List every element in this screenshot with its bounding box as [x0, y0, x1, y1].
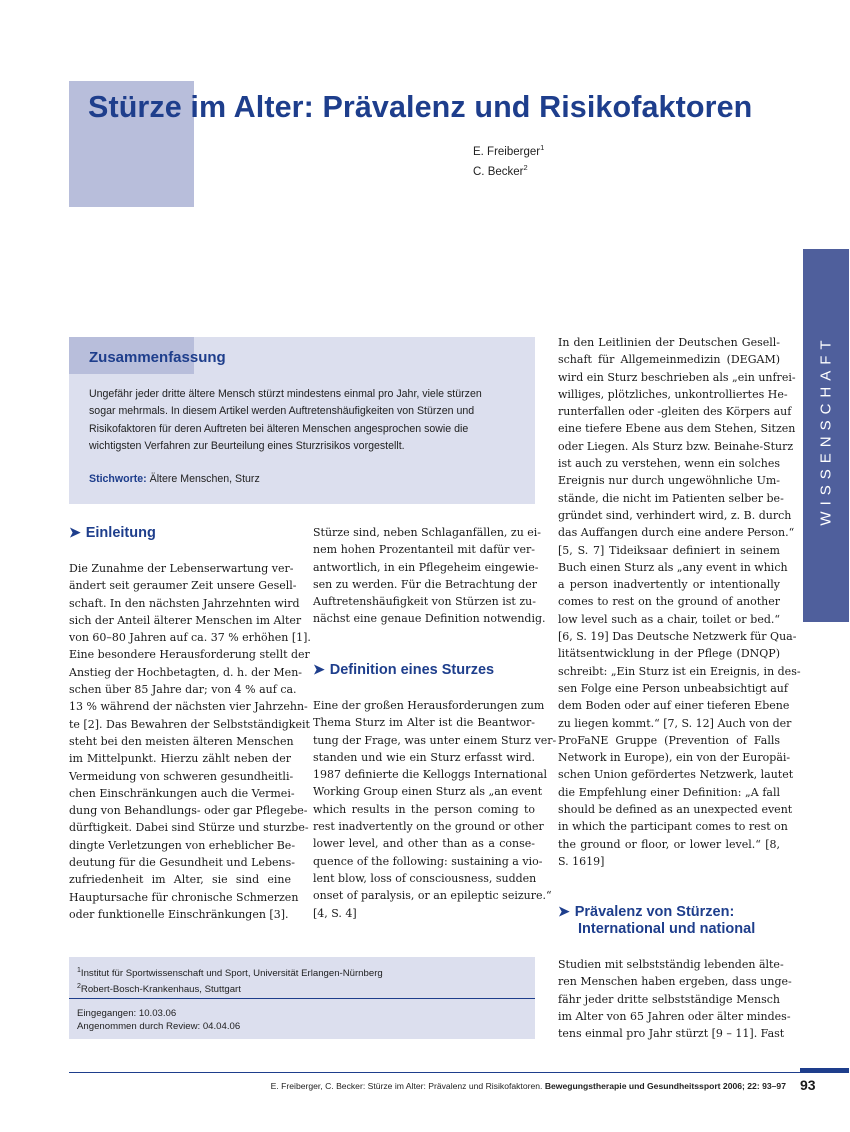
affiliations [77, 964, 383, 996]
keywords-label: Stichworte: [89, 473, 147, 485]
text-line: Network in Europe), ein von der Europäi- [558, 751, 791, 765]
text-line: deutung für die Gesundheit und Lebens- [69, 856, 295, 870]
text-line: dung von Behandlungs- oder gar Pflegebe- [69, 804, 308, 818]
text-line: tung der Frage, was unter einem Sturz ver- [313, 733, 557, 747]
text-line: S. 1619] [558, 854, 605, 868]
text-line: schaft für Allgemeinmedizin (DEGAM) [558, 353, 780, 367]
column-3-text [558, 334, 801, 870]
text-line: Hauptursache für chronische Schmerzen [69, 890, 299, 904]
text-line: tens einmal pro Jahr stürzt [9 – 11]. Fast [558, 1027, 785, 1041]
text-line: 1987 definierte die Kelloggs International [313, 768, 548, 782]
text-line: low level such as a chair, toilet or bed.“ [558, 612, 780, 626]
affiliation-1: $^1$Institut für Sportwissenschaft und Sport, Universität Erlangen-Nürnberg [77, 967, 383, 980]
text-line: williges, plötzliches, unkontrolliertes He- [558, 387, 788, 401]
text-line: fähr jeder dritte selbstständige Mensch [558, 992, 780, 1006]
text-line: wird ein Sturz beschrieben als „ein unfrei- [558, 370, 796, 384]
text-line: gründet sind, verhindert wird, z. B. durch [558, 508, 792, 522]
abstract-line: sogar mehrmals. In diesem Artikel werden Auftretenshäufigkeiten von Stürzen und [89, 405, 475, 418]
keywords-value: Ältere Menschen, Sturz [149, 473, 260, 485]
text-line: runterfallen oder -gleiten des Körpers auf [558, 405, 792, 419]
section-side-tab-label: WISSENSCHAFT [817, 334, 835, 526]
text-line: the ground or floor, or lower level.“ [8, [558, 837, 780, 851]
text-line: Vermeidung von schweren gesundheitli- [69, 769, 294, 783]
footer-rule [69, 1072, 849, 1073]
column-2-definition-text [313, 697, 557, 922]
text-line: ist auch zu verstehen, wenn ein solches [558, 457, 780, 471]
text-line: onset of paralysis, or an epileptic seizure.“ [313, 889, 552, 903]
column-1-text [69, 560, 311, 923]
text-line: ändert seit geraumer Zeit unsere Gesell- [69, 579, 297, 593]
text-line: a person inadvertently or intentionally [558, 578, 780, 592]
abstract-line: Risikofaktoren für deren Auftreten bei älteren Menschen angesprochen sowie die [89, 422, 469, 435]
text-line: schen Union gefördertes Netzwerk, lautet [558, 768, 794, 782]
text-line: which results in the person coming to [313, 802, 535, 816]
submission-dates [77, 1007, 240, 1033]
text-line: Thema Sturz im Alter ist die Beantwor- [313, 716, 535, 730]
section-heading-praevalenz: ➤ Prävalenz von Stürzen: International und national [558, 903, 756, 937]
text-line: quence of the following: sustaining a vio- [313, 854, 543, 868]
section-heading-definition: ➤ Definition eines Sturzes [313, 661, 495, 678]
column-2-intro-text [313, 524, 546, 628]
text-line: schen über 85 Jahre dar; von 4 % auf ca. [69, 683, 297, 697]
text-line: eine tiefere Ebene aus dem Stehen, Sitzen [558, 422, 796, 436]
text-line: should be defined as an unexpected event [558, 803, 793, 817]
text-line: sen zu werden. Für die Betrachtung der [313, 577, 537, 591]
text-line: schreibt: „Ein Sturz ist ein Ereignis, in des- [558, 664, 801, 678]
text-line: Stürze sind, neben Schlaganfällen, zu ei- [313, 526, 542, 539]
arrow-icon: ➤ [558, 903, 570, 919]
arrow-icon: ➤ [69, 524, 81, 540]
text-line: Die Zunahme der Lebenserwartung ver- [69, 562, 294, 575]
text-line: sen Folge eine Person unbeabsichtigt auf [558, 681, 788, 695]
text-line: steht bei den meisten älteren Menschen [69, 734, 294, 748]
text-line: litätsentwicklung in der Pflege (DNQP) [558, 647, 780, 661]
text-line: das Auffangen durch eine andere Person.“ [558, 526, 795, 540]
author-1: E. Freiberger$^1$ [473, 143, 545, 158]
text-line: oder funktionelle Einschränkungen [3]. [69, 907, 289, 921]
abstract-text [89, 386, 519, 455]
page-number-tab [800, 1068, 849, 1073]
text-line: die Empfehlung einer Definition: „A fall [558, 785, 780, 799]
arrow-icon: ➤ [313, 661, 325, 677]
text-line: Eine der großen Herausforderungen zum [313, 699, 545, 712]
text-line: lower level, and other than as a conse- [313, 837, 535, 851]
accepted-date: Angenommen durch Review: 04.04.06 [77, 1021, 241, 1032]
text-line: Working Group einen Sturz als „an event [313, 785, 543, 799]
text-line: schaft. In den nächsten Jahrzehnten wird [69, 596, 300, 610]
text-line: im Alter von 65 Jahren oder älter mindes- [558, 1009, 791, 1023]
text-line: ProFaNE Gruppe (Prevention of Falls [558, 733, 780, 747]
text-line: chen Einschränkungen auch die Vermei- [69, 786, 295, 800]
text-line: [6, S. 19] Das Deutsche Netzwerk für Qua- [558, 630, 797, 644]
text-line: nem hohen Prozentanteil mit dafür ver- [313, 543, 535, 557]
text-line: von 60–80 Jahren auf ca. 37 % erhöhen [1]. [69, 631, 311, 645]
section-heading-einleitung: ➤ Einleitung [69, 524, 156, 541]
author-list [473, 140, 544, 180]
text-line: zu liegen kommt.“ [7, S. 12] Auch von der [558, 716, 792, 730]
text-line: Auftretenshäufigkeit von Stürzen ist zu- [313, 595, 536, 609]
footnote-divider [69, 998, 535, 999]
text-line: Anstieg der Hochbetagten, d. h. der Men- [69, 665, 302, 679]
article-title: Stürze im Alter: Prävalenz und Risikofaktoren [88, 90, 753, 124]
text-line: dürftigkeit. Dabei sind Stürze und sturzbe- [69, 821, 309, 835]
page-number: 93 [800, 1077, 816, 1093]
text-line: 13 % während der nächsten vier Jahrzehn- [69, 700, 308, 714]
received-date: Eingegangen: 10.03.06 [77, 1008, 177, 1019]
text-line: oder Liegen. Als Sturz bzw. Beinahe-Sturz [558, 439, 794, 453]
text-line: in which the participant comes to rest on [558, 820, 788, 834]
text-line: rest inadvertently on the ground or other [313, 820, 544, 834]
abstract-heading: Zusammenfassung [89, 349, 226, 366]
abstract-line: Ungefähr jeder dritte ältere Mensch stürzt mindestens einmal pro Jahr, viele stürzen [89, 388, 482, 400]
text-line: antwortlich, in ein Pflegeheim eingewie- [313, 560, 539, 574]
text-line: In den Leitlinien der Deutschen Gesell- [558, 336, 780, 349]
text-line: nächst eine genaue Definition notwendig. [313, 612, 546, 626]
text-line: im Mittelpunkt. Hierzu zählt neben der [69, 752, 291, 766]
text-line: te [2]. Das Bewahren der Selbstständigkeit [69, 717, 310, 731]
text-line: Eine besondere Herausforderung stellt der [69, 648, 310, 662]
text-line: ren Menschen haben ergeben, dass unge- [558, 975, 792, 989]
text-line: [5, S. 7] Tideiksaar definiert in seinem [558, 543, 780, 557]
text-line: stände, die nicht im Patienten selber be- [558, 491, 784, 505]
affiliation-2: $^2$Robert-Bosch-Krankenhaus, Stuttgart [77, 983, 241, 996]
text-line: Ereignis nur durch ungewöhnliche Um- [558, 474, 780, 488]
text-line: [4, S. 4] [313, 906, 357, 920]
text-line: comes to rest on the ground of another [558, 595, 780, 609]
author-2: C. Becker$^2$ [473, 162, 528, 178]
abstract-keywords [89, 473, 260, 485]
abstract-line: wichtigsten Verfahren zur Beurteilung eines Sturzrisikos vorgestellt. [89, 439, 405, 452]
text-line: Buch einen Sturz als „any event in which [558, 560, 788, 574]
text-line: zufriedenheit im Alter, sie sind eine [69, 873, 291, 887]
text-line: standen und wie ein Sturz erfasst wird. [313, 750, 535, 764]
text-line: dingte Verletzungen von erheblicher Be- [69, 838, 296, 852]
text-line: sich der Anteil älterer Menschen im Alter [69, 613, 302, 627]
footer-citation: E. Freiberger, C. Becker: Stürze im Alter: Prävalenz und Risikofaktoren. Bewegungstherapie und Gesundheitssport 2006; 22: 93–97 [270, 1081, 786, 1091]
column-3-praevalenz-text [558, 956, 792, 1042]
text-line: lent blow, loss of consciousness, sudden [313, 871, 537, 885]
text-line: dem Boden oder auf einer tieferen Ebene [558, 699, 790, 713]
text-line: Studien mit selbstständig lebenden älte- [558, 958, 784, 971]
